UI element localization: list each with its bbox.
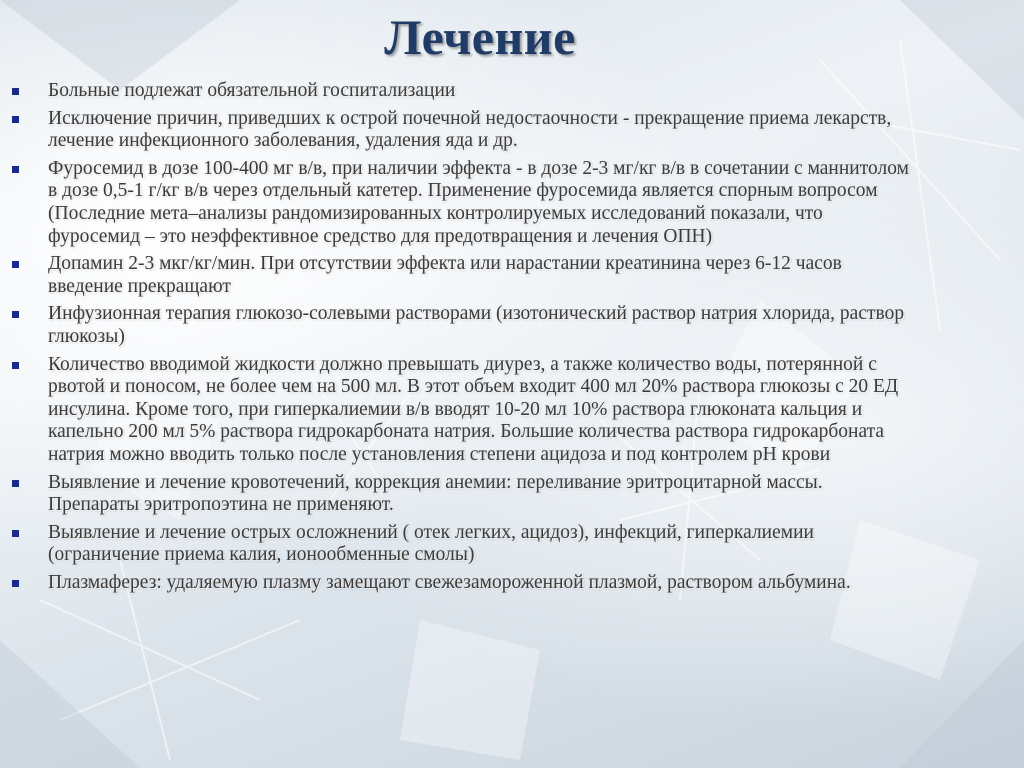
list-item-text: Инфузионная терапия глюкозо-солевыми растворами (изотонический раствор натрия хлорида, раствор глюкозы) bbox=[48, 303, 905, 347]
square-bullet-icon bbox=[12, 261, 19, 268]
square-bullet-icon bbox=[12, 166, 19, 173]
list-item-text: Плазмаферез: удаляемую плазму замещают свежезамороженной плазмой, раствором альбумина. bbox=[48, 571, 851, 593]
list-item bbox=[12, 80, 912, 103]
list-item bbox=[12, 253, 912, 298]
list-item bbox=[12, 303, 912, 348]
list-item-text: Допамин 2-3 мкг/кг/мин. При отсутствии эффекта или нарастании креатинина через 6-12 часов введение прекращают bbox=[48, 253, 842, 297]
square-bullet-icon bbox=[12, 311, 19, 318]
list-item bbox=[12, 572, 912, 595]
list-item-text: Количество вводимой жидкости должно превышать диурез, а также количество воды, потерянной с рвотой и поносом, не более чем на 500 мл. В этот объем входит 400 мл 20% раствора глюкозы с 20 ЕД инсулина. Кроме того, при гиперкалиемии в/в вводят 10-20 мл 10% раствора глюконата кальция и капельно 200 мл 5% раствора гидрокарбоната натрия. Большие количества раствора гидрокарбоната натрия можно вводить только после установления степени ацидоза и под контролем рН крови bbox=[48, 353, 899, 465]
square-bullet-icon bbox=[12, 362, 19, 369]
square-bullet-icon bbox=[12, 116, 19, 123]
list-item-text: Исключение причин, приведших к острой почечной недостаочности - прекращение приема лекарств, лечение инфекционного заболевания, удаления яда и др. bbox=[48, 107, 892, 152]
list-item-text: Фуросемид в дозе 100-400 мг в/в, при наличии эффекта - в дозе 2-3 мг/кг в/в в сочетании с маннитолом в дозе 0,5-1 г/кг в/в через отдельный катетер. Применение фуросемида является спорным вопросом (Последние мета–анализы рандомизированных контролируемых исследований показали, что фуросемид – это неэффективное средство для предотвращения и лечения ОПН) bbox=[48, 157, 909, 247]
bullet-list bbox=[12, 80, 912, 599]
list-item bbox=[12, 472, 912, 517]
square-bullet-icon bbox=[12, 480, 19, 487]
slide-title: Лечение bbox=[384, 9, 576, 65]
list-item bbox=[12, 522, 912, 567]
list-item-text: Больные подлежат обязательной госпитализации bbox=[48, 80, 456, 101]
list-item bbox=[12, 108, 912, 153]
list-item-text: Выявление и лечение кровотечений, коррекция анемии: переливание эритроцитарной массы. Препараты эритропоэтина не применяют. bbox=[48, 471, 823, 516]
square-bullet-icon bbox=[12, 580, 19, 587]
list-item bbox=[12, 354, 912, 467]
list-item bbox=[12, 158, 912, 248]
square-bullet-icon bbox=[12, 88, 19, 95]
square-bullet-icon bbox=[12, 530, 19, 537]
list-item-text: Выявление и лечение острых осложнений ( отек легких, ацидоз), инфекций, гиперкалиемии (ограничение приема калия, ионообменные смолы) bbox=[48, 521, 814, 566]
